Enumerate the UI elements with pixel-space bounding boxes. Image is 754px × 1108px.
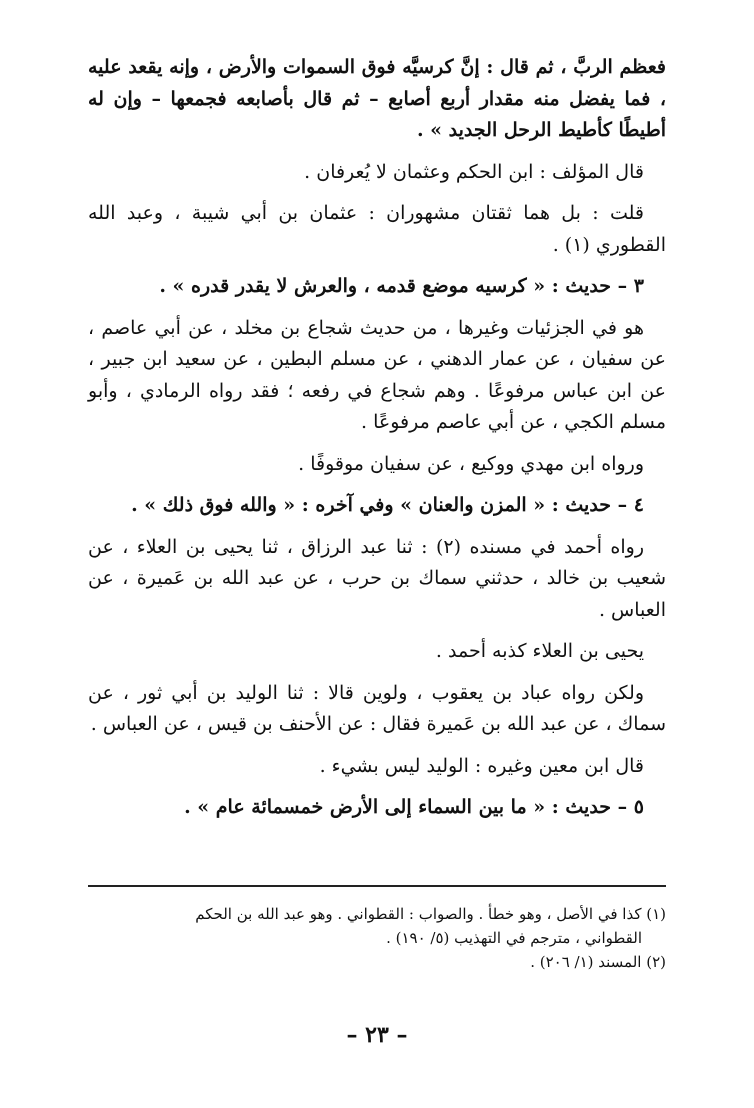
hadith-5-heading: ٥ – حديث : « ما بين السماء إلى الأرض خمسمائة عام » . (184, 796, 644, 818)
paragraph-hadith-3-sources: هو في الجزئيات وغيرها ، من حديث شجاع بن مخلد ، عن أبي عاصم ، عن سفيان ، عن عمار الدهني ، عن مسلم البطين ، عن سعيد ابن جبير ، عن ابن عباس مرفوعًا . وهم شجاع في رفعه ؛ فقد رواه الرمادي ، وأبو مسلم الكجي ، عن أبي عاصم مرفوعًا . (88, 316, 666, 433)
main-text (88, 52, 666, 834)
page-number: – ٢٣ – (346, 1022, 408, 1048)
paragraph-reply: قلت : بل هما ثقتان مشهوران : عثمان بن أبي شيبة ، وعبد الله القطوري (١) . (88, 202, 666, 256)
footnote-1-line-1: (١) كذا في الأصل ، وهو خطأ . والصواب : القطواني . وهو عبد الله بن الحكم (195, 905, 666, 923)
footnote-divider (88, 885, 666, 887)
paragraph-mawquf: ورواه ابن مهدي ووكيع ، عن سفيان موقوفًا . (298, 452, 644, 475)
paragraph-yahya-note: يحيى بن العلاء كذبه أحمد . (435, 640, 644, 662)
footnote-1-line-2: القطواني ، مترجم في التهذيب (٥/ ١٩٠) . (386, 929, 642, 947)
hadith-4-heading: ٤ – حديث : « المزن والعنان » وفي آخره : « والله فوق ذلك » . (131, 494, 644, 516)
hadith-3-heading: ٣ – حديث : « كرسيه موضع قدمه ، والعرش لا يقدر قدره » . (159, 275, 644, 297)
paragraph-walid-note: قال ابن معين وغيره : الوليد ليس بشيء . (319, 754, 644, 777)
paragraph-abbad-chain: ولكن رواه عباد بن يعقوب ، ولوين قالا : ثنا الوليد بن أبي ثور ، عن سماك ، عن عبد الله بن عَميرة فقال : عن الأحنف بن قيس ، عن العباس . (88, 681, 666, 735)
paragraph-hadith-4-ahmad: رواه أحمد في مسنده (٢) : ثنا عبد الرزاق ، ثنا يحيى بن العلاء ، عن شعيب بن خالد ، حدثني سماك بن حرب ، عن عبد الله بن عَميرة ، عن العباس . (88, 535, 666, 621)
footnotes (88, 902, 666, 974)
footnote-2: (٢) المسند (١/ ٢٠٦) . (530, 953, 666, 971)
paragraph-hadith-2-end: فعظم الربَّ ، ثم قال : إنَّ كرسيَّه فوق السموات والأرض ، وإنه يقعد عليه ، فما يفضل منه مقدار أربع أصابع – ثم قال بأصابعه فجمعها – وإن له أطيطًا كأطيط الرحل الجديد » . (88, 56, 666, 141)
paragraph-author-comment: قال المؤلف : ابن الحكم وعثمان لا يُعرفان . (304, 160, 644, 183)
